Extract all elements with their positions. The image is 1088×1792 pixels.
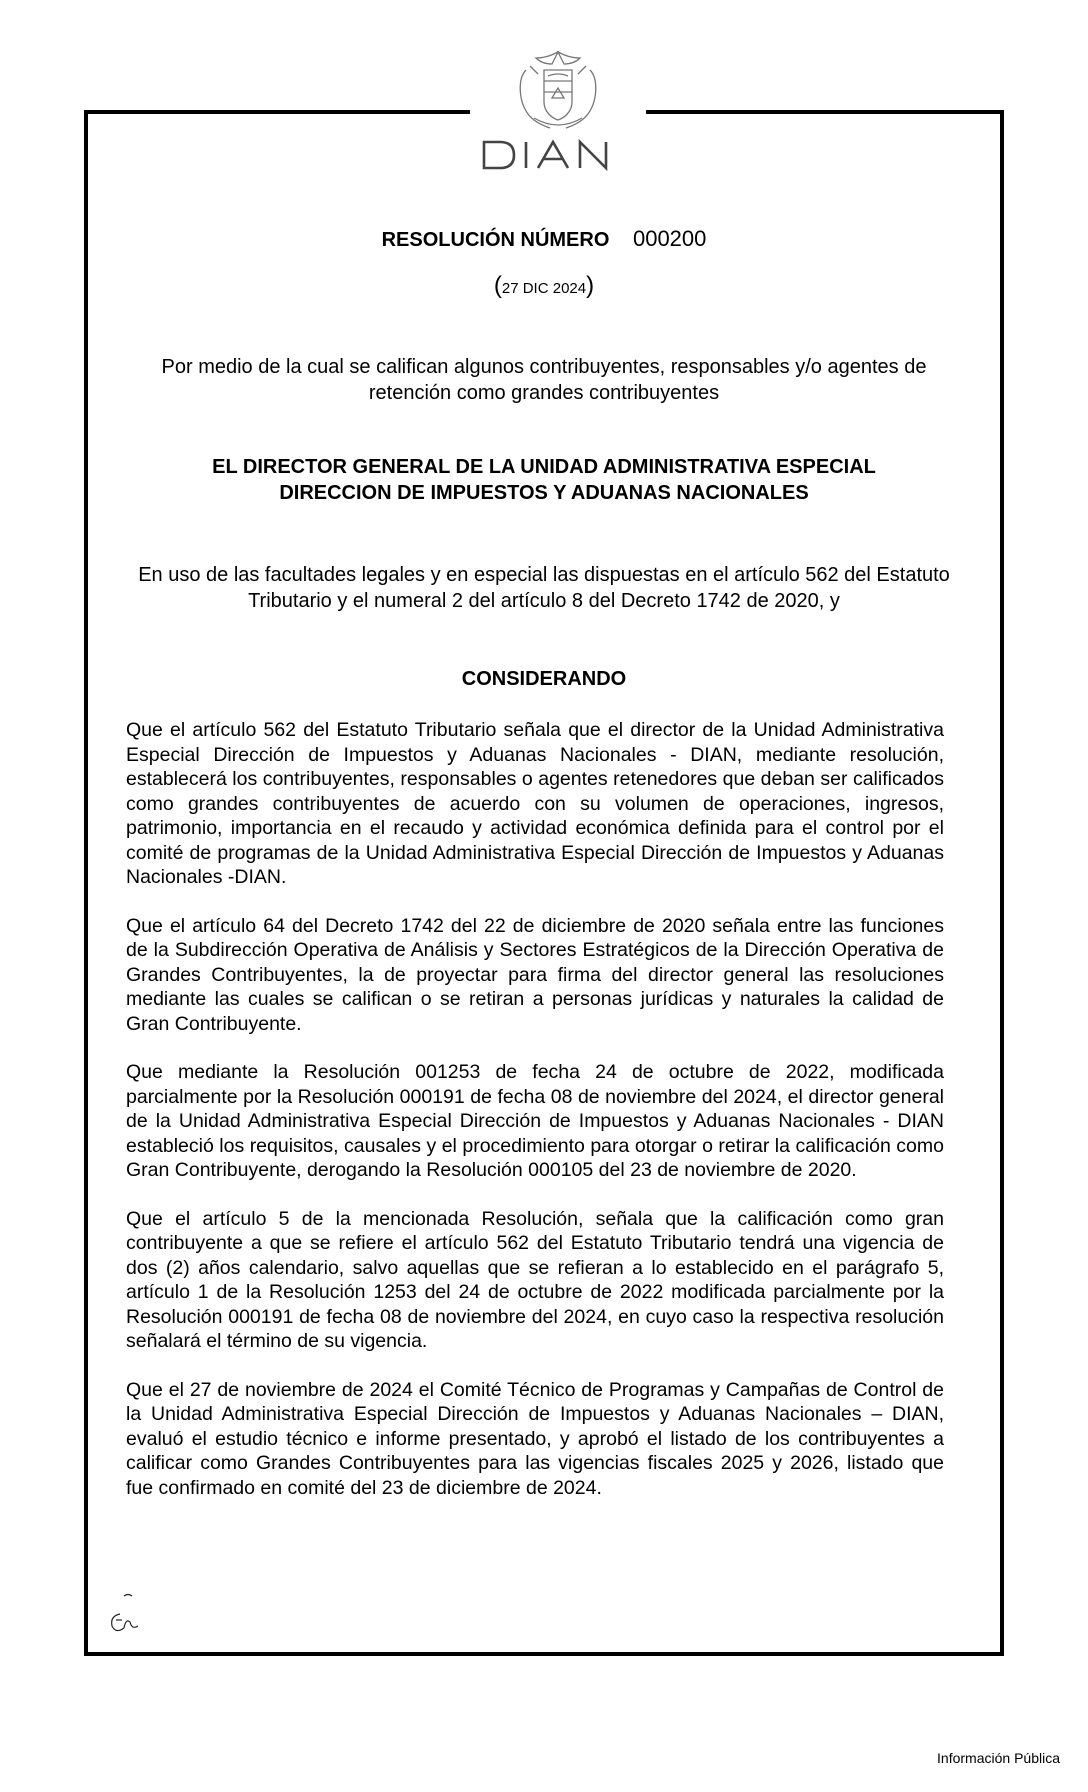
paragraph: Que el artículo 562 del Estatuto Tributario señala que el director de la Unidad Administrativa Especial Dirección de Impuestos y Aduanas Nacionales - DIAN, mediante resolución, establecerá los contribuyentes, responsables o agentes retenedores que deban ser calificados como grandes contribuyentes de acuerdo con su volumen de operaciones, ingresos, patrimonio, importancia en el recaudo y actividad económica definida para el control por el comité de programas de la Unidad Administrativa Especial Dirección de Impuestos y Aduanas Nacionales -DIAN.: [126, 719, 944, 888]
considerando-heading: CONSIDERANDO: [461, 668, 627, 690]
paragraph: Que el artículo 64 del Decreto 1742 del 22 de diciembre de 2020 señala entre las funciones de la Subdirección Operativa de Análisis y Sectores Estratégicos de la Dirección Operativa de Grandes Contribuyentes, la de proyectar para firma del director general las resoluciones mediante las cuales se califican o se retiran a personas jurídicas y naturales la calidad de Gran Contribuyente.: [126, 914, 944, 1035]
legal-faculties: En uso de las facultades legales y en especial las dispuestas en el artículo 562 del Estatuto Tributario y el numeral 2 del artículo 8 del Decreto 1742 de 2020, y: [138, 564, 950, 612]
resolution-label: RESOLUCIÓN NÚMERO: [381, 229, 610, 251]
resolution-date: 27 DIC 2024: [501, 280, 587, 297]
classification-label: Información Pública: [937, 1750, 1060, 1766]
paragraph: Que el artículo 5 de la mencionada Resolución, señala que la calificación como gran contribuyente a que se refiere el artículo 562 del Estatuto Tributario tendrá una vigencia de dos (2) años calendario, salvo aquellas que se refieran a lo establecido en el parágrafo 5, artículo 1 de la Resolución 1253 del 24 de octubre de 2022 modificada parcialmente por la Resolución 000191 de fecha 08 de noviembre del 2024, en cuyo caso la respectiva resolución señalará el término de su vigencia.: [126, 1207, 944, 1352]
authority-line-2: DIRECCION DE IMPUESTOS Y ADUANAS NACIONALES: [279, 482, 809, 504]
paragraph: Que mediante la Resolución 001253 de fecha 24 de octubre de 2022, modificada parcialmente por la Resolución 000191 de fecha 08 de noviembre del 2024, el director general de la Unidad Administrativa Especial Dirección de Impuestos y Aduanas Nacionales - DIAN estableció los requisitos, causales y el procedimiento para otorgar o retirar la calificación como Gran Contribuyente, derogando la Resolución 000105 del 23 de noviembre de 2020.: [126, 1061, 944, 1181]
close-paren: ): [586, 272, 595, 299]
resolution-date-line: [84, 272, 1004, 300]
dian-wordmark: [478, 138, 638, 172]
issuing-authority: [84, 454, 1004, 506]
resolution-subject: Por medio de la cual se califican algunos contribuyentes, responsables y/o agentes de retención como grandes contribuyentes: [161, 356, 927, 404]
paragraph: Que el 27 de noviembre de 2024 el Comité Técnico de Programas y Campañas de Control de la Unidad Administrativa Especial Dirección de Impuestos y Aduanas Nacionales – DIAN, evaluó el estudio técnico e informe presentado, y aprobó el listado de los contribuyentes a calificar como Grandes Contribuyentes para las vigencias fiscales 2025 y 2026, listado que fue confirmado en comité del 23 de diciembre de 2024.: [126, 1378, 944, 1499]
handwritten-initials: [102, 1590, 142, 1636]
considerations-body: [126, 718, 944, 1524]
resolution-line: [84, 226, 1004, 252]
resolution-number: 000200: [632, 226, 707, 251]
open-paren: (: [493, 272, 502, 299]
authority-line-1: EL DIRECTOR GENERAL DE LA UNIDAD ADMINISTRATIVA ESPECIAL: [212, 456, 876, 478]
